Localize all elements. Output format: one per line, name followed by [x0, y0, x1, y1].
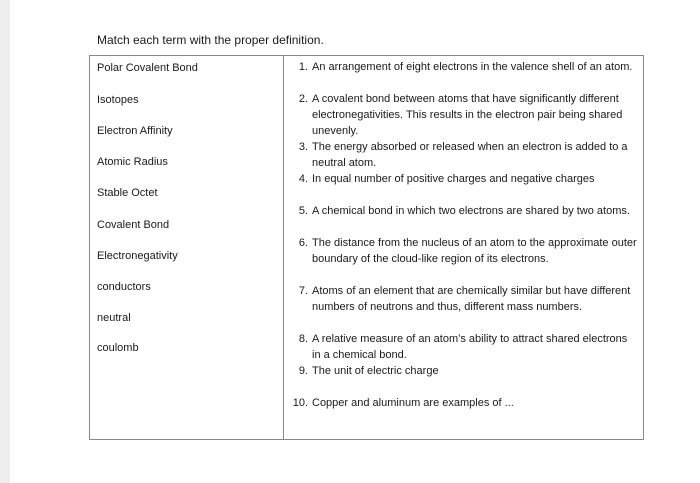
definition-item — [288, 59, 638, 75]
term-covalent-bond: Covalent Bond — [97, 219, 170, 231]
definition-text: Atoms of an element that are chemically similar but have different numbers of neutrons and thus, different mass numbers. — [312, 285, 631, 313]
column-divider — [283, 56, 284, 439]
term-electronegativity: Electronegativity — [97, 250, 178, 262]
definition-number: 3. — [298, 141, 308, 153]
term-neutral: neutral — [97, 312, 131, 324]
definition-number: 2. — [298, 93, 308, 105]
definition-item — [288, 91, 638, 139]
definition-text: In equal number of positive charges and negative charges — [312, 173, 595, 185]
definition-item — [288, 283, 638, 315]
definition-text: An arrangement of eight electrons in the valence shell of an atom. — [312, 61, 633, 73]
term-atomic-radius: Atomic Radius — [97, 156, 168, 168]
definition-text: The energy absorbed or released when an electron is added to a neutral atom. — [312, 141, 628, 169]
term-electron-affinity: Electron Affinity — [97, 125, 173, 137]
definition-number: 1. — [298, 61, 308, 73]
definition-item — [288, 395, 638, 411]
definition-item — [288, 235, 638, 267]
term-polar-covalent-bond: Polar Covalent Bond — [97, 62, 198, 74]
definition-item — [288, 139, 638, 171]
definition-item — [288, 363, 638, 379]
definition-item — [288, 203, 638, 219]
definition-number: 5. — [298, 205, 308, 217]
definition-item — [288, 171, 638, 187]
term-stable-octet: Stable Octet — [97, 187, 158, 199]
definition-text: A chemical bond in which two electrons are shared by two atoms. — [312, 205, 630, 217]
definition-number: 9. — [298, 365, 308, 377]
definition-text: The unit of electric charge — [312, 365, 439, 377]
definition-number: 7. — [298, 285, 308, 297]
page-title: Match each term with the proper definition. — [97, 33, 324, 47]
definition-number: 4. — [298, 173, 308, 185]
term-coulomb: coulomb — [97, 342, 139, 354]
definition-text: The distance from the nucleus of an atom to the approximate outer boundary of the cloud-like region of its electrons. — [312, 237, 637, 265]
term-conductors: conductors — [97, 281, 151, 293]
matching-table — [89, 55, 644, 440]
definition-text: Copper and aluminum are examples of ... — [312, 397, 514, 409]
definition-number: 6. — [298, 237, 308, 249]
definition-text: A covalent bond between atoms that have significantly different electronegativities. This results in the electron pair being shared unevenly. — [312, 93, 623, 137]
definition-number: 10. — [292, 397, 308, 409]
definition-number: 8. — [298, 333, 308, 345]
term-isotopes: Isotopes — [97, 94, 139, 106]
definition-item — [288, 331, 638, 363]
page-edge — [0, 0, 10, 483]
definition-text: A relative measure of an atom’s ability to attract shared electrons in a chemical bond. — [312, 333, 628, 361]
